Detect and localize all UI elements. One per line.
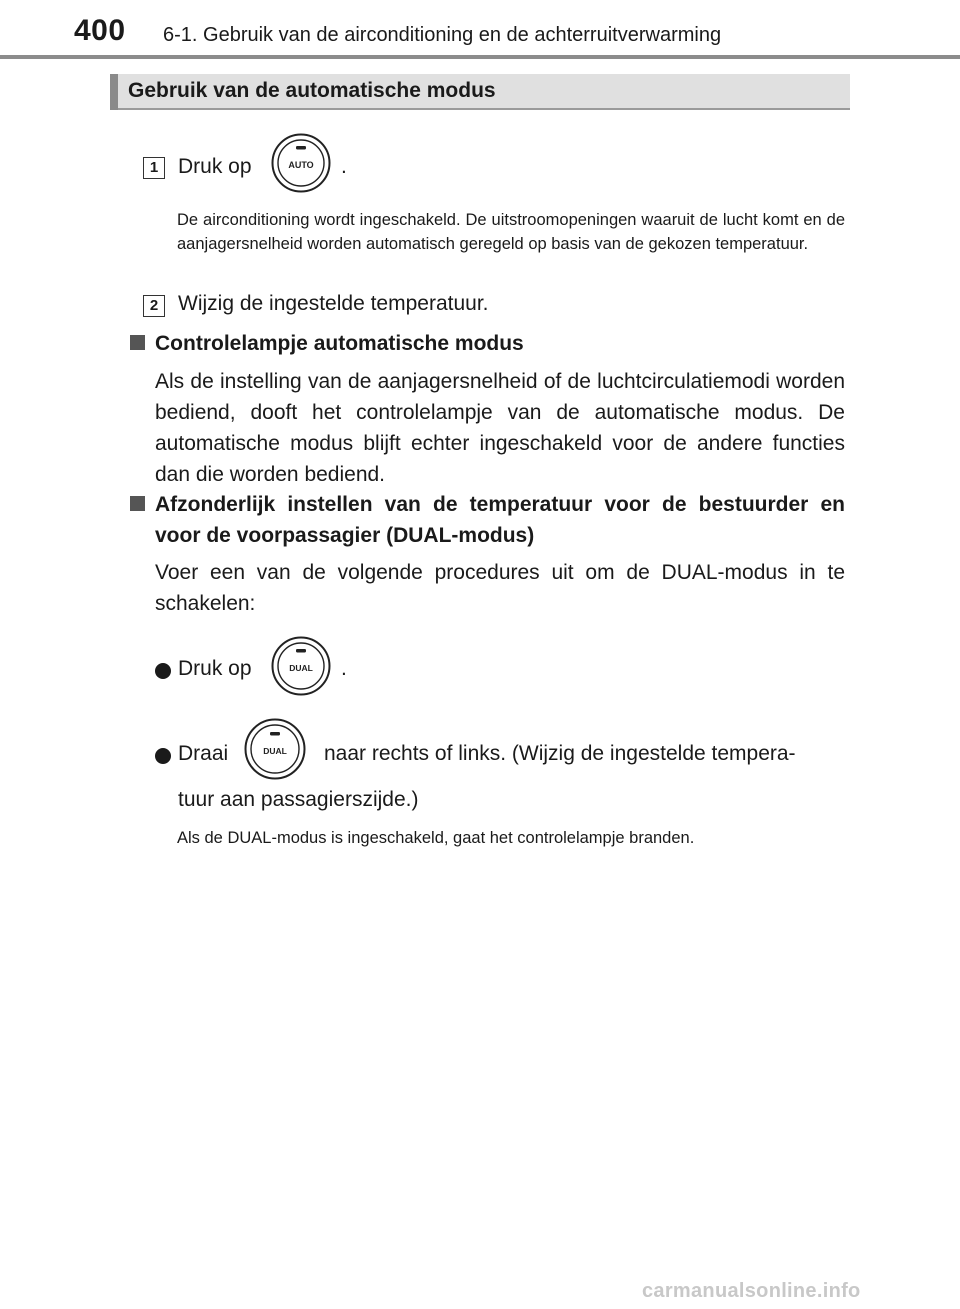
section-title-bar [110,74,850,110]
svg-text:DUAL: DUAL [289,663,313,673]
section-accent [110,74,118,110]
indicator-heading: Controlelampje automatische modus [130,328,845,359]
step-number-1: 1 [143,157,165,179]
page-header [0,0,960,60]
page-number: 400 [74,14,126,47]
square-bullet-icon [130,335,145,350]
section-title: Gebruik van de automatische modus [128,79,496,102]
round-bullet-icon [155,663,171,679]
step-2-text: Wijzig de ingestelde temperatuur. [178,292,489,315]
dual-option-1-text: Druk op [178,657,252,680]
step-1-period: . [341,155,347,178]
step-1-text: Druk op [178,155,252,178]
dual-option-2-rest: naar rechts of links. (Wijzig de ingestelde tempera- [324,742,796,765]
watermark: carmanualsonline.info [642,1280,861,1302]
dual-button-icon [271,636,331,696]
header-rule [0,55,960,59]
step-number-2: 2 [143,295,165,317]
square-bullet-icon [130,496,145,511]
svg-text:DUAL: DUAL [263,746,287,756]
svg-text:AUTO: AUTO [288,160,314,170]
indicator-body: Als de instelling van de aanjagersnelheid of de luchtcirculatiemodi worden bediend, dooft het controlelampje van de automatische modus. De automatische modus blijft echter ingeschakeld voor de andere functies dan die worden bediend. [155,370,845,486]
dual-option-1-period: . [341,657,347,680]
auto-button-icon [271,133,331,193]
dual-option-2-continuation: tuur aan passagierszijde.) [178,788,419,811]
dual-dial-icon [244,718,306,780]
step-1-description: De airconditioning wordt ingeschakeld. De uitstroomopeningen waaruit de lucht komt en de aanjagersnelheid worden automatisch geregeld op basis van de gekozen temperatuur. [177,211,845,253]
round-bullet-icon [155,748,171,764]
dual-body: Voer een van de volgende procedures uit om de DUAL-modus in te schakelen: [155,561,845,615]
chapter-title: 6-1. Gebruik van de airconditioning en de achterruitverwarming [163,24,722,46]
dual-heading: Afzonderlijk instellen van de temperatuur voor de bestuurder en voor de voorpassagier (DUAL-modus) [130,489,845,551]
dual-note: Als de DUAL-modus is ingeschakeld, gaat het controlelampje branden. [177,829,695,847]
dual-option-2-text: Draai [178,742,229,765]
